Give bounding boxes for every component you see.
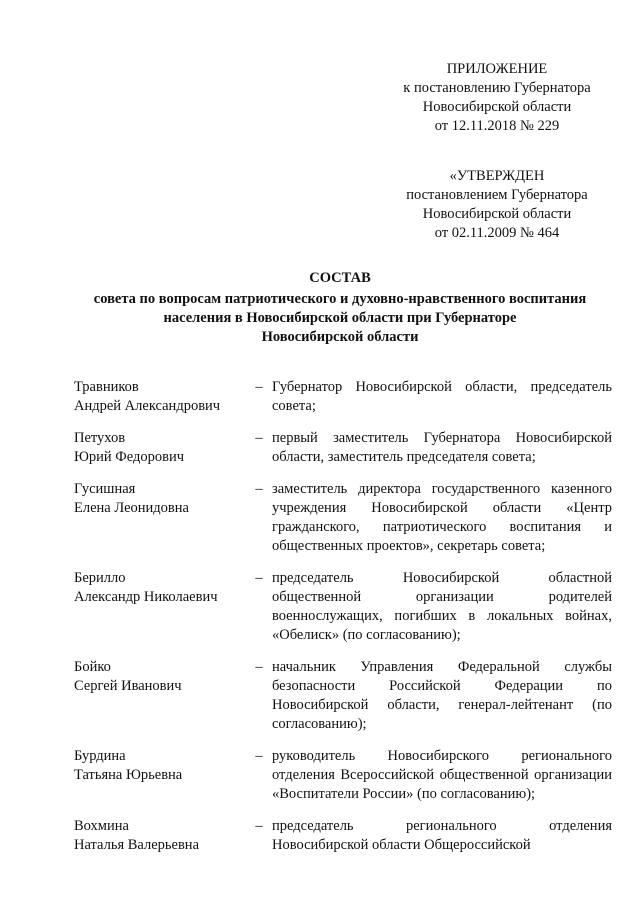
- member-given-names: Юрий Федорович: [74, 449, 185, 465]
- title-line-3: Новосибирской области: [261, 329, 419, 345]
- document-title: [60, 269, 620, 347]
- member-entry: [74, 429, 612, 467]
- appendix-region: Новосибирской области: [422, 99, 572, 115]
- member-surname: Петухов: [74, 430, 126, 446]
- approved-label: «УТВЕРЖДЕН: [449, 168, 545, 184]
- member-role: начальник Управления Федеральной службы безопасности Российской Федерации по Новосибирской области, генерал-лейтенант (по согласованию);: [272, 659, 612, 732]
- member-entry: [74, 817, 612, 855]
- approved-reference: постановлением Губернатора: [406, 187, 588, 203]
- title-line-1: совета по вопросам патриотического и духовно-нравственного воспитания: [93, 291, 587, 307]
- appendix-header: [372, 60, 622, 136]
- member-surname: Берилло: [74, 570, 126, 586]
- member-entry: [74, 747, 612, 804]
- member-dash: –: [255, 379, 263, 395]
- member-role: руководитель Новосибирского регионального отделения Всероссийской общественной организации «Воспитатели России» (по согласованию);: [272, 748, 612, 802]
- member-surname: Бойко: [74, 659, 111, 675]
- member-given-names: Елена Леонидовна: [74, 500, 189, 516]
- member-surname: Травников: [74, 379, 139, 395]
- member-name: [74, 480, 246, 556]
- members-list: [74, 378, 612, 868]
- member-role: заместитель директора государственного казенного учреждения Новосибирской области «Центр гражданского, патриотического воспитания и общественных проектов», секретарь совета;: [272, 481, 612, 554]
- member-given-names: Сергей Иванович: [74, 678, 182, 694]
- member-dash: –: [255, 481, 263, 497]
- member-dash: –: [255, 659, 263, 675]
- member-name: [74, 378, 246, 416]
- member-entry: [74, 569, 612, 645]
- member-entry: [74, 480, 612, 556]
- member-dash: –: [255, 818, 263, 834]
- member-name: [74, 429, 246, 467]
- member-name: [74, 817, 246, 855]
- member-given-names: Андрей Александрович: [74, 398, 221, 414]
- member-given-names: Татьяна Юрьевна: [74, 767, 183, 783]
- approved-date-number: от 02.11.2009 № 464: [434, 225, 560, 241]
- member-dash: –: [255, 430, 263, 446]
- member-surname: Гусишная: [74, 481, 136, 497]
- appendix-reference: к постановлению Губернатора: [403, 80, 591, 96]
- member-entry: [74, 378, 612, 416]
- member-name: [74, 569, 246, 645]
- title-line-2: населения в Новосибирской области при Губернаторе: [163, 310, 517, 326]
- member-name: [74, 747, 246, 804]
- member-entry: [74, 658, 612, 734]
- member-given-names: Наталья Валерьевна: [74, 837, 199, 853]
- appendix-date-number: от 12.11.2018 № 229: [434, 118, 560, 134]
- member-role: Губернатор Новосибирской области, председатель совета;: [272, 379, 612, 414]
- member-dash: –: [255, 570, 263, 586]
- member-role: первый заместитель Губернатора Новосибирской области, заместитель председателя совета;: [272, 430, 612, 465]
- approved-header: [372, 167, 622, 243]
- member-role: председатель регионального отделения Новосибирской области Общероссийской: [272, 818, 612, 853]
- approved-region: Новосибирской области: [422, 206, 572, 222]
- member-role: председатель Новосибирской областной общественной организации родителей военнослужащих, погибших в локальных войнах, «Обелиск» (по согласованию);: [272, 570, 612, 643]
- member-surname: Вохмина: [74, 818, 129, 834]
- member-given-names: Александр Николаевич: [74, 589, 218, 605]
- member-name: [74, 658, 246, 734]
- title-main: СОСТАВ: [309, 270, 371, 286]
- member-surname: Бурдина: [74, 748, 126, 764]
- appendix-label: ПРИЛОЖЕНИЕ: [446, 61, 548, 77]
- member-dash: –: [255, 748, 263, 764]
